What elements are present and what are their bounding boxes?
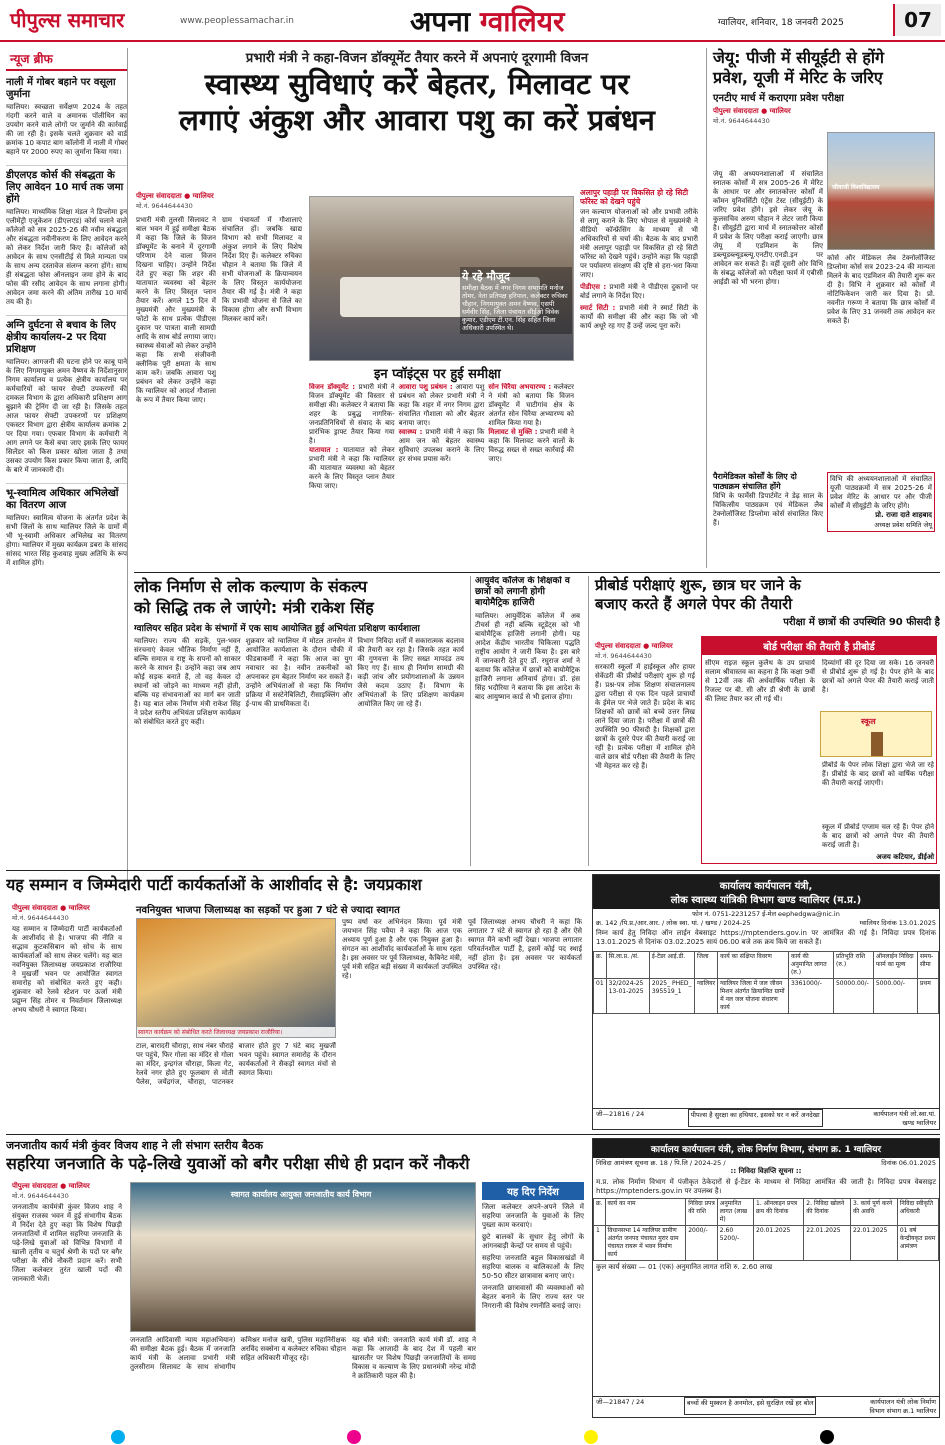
tender1-cell: प्रथम xyxy=(917,979,938,1014)
jeu-quote-box xyxy=(827,472,935,532)
point-text: प्रभारी मंत्री ने विजन डॉक्यूमेंट की विस्तार से समीक्षा की। कलेक्टर ने बताया कि शहर के प्रबुद्ध नागरिक-जनप्रतिनिधियों से संवाद के बाद प्रारंभिक ड्राफ्ट तैयार किया गया है। xyxy=(309,383,395,445)
dateline: ग्वालियर, शनिवार, 18 जनवरी 2025 xyxy=(718,18,844,28)
section-title-part2: ग्वालियर xyxy=(479,5,565,38)
brief-body: ग्वालियर। स्वामित्व योजना के अंतर्गत प्रदेश के सभी जिलों के साथ ग्वालियर जिले के ग्रामों में भी भू-स्वामी अधिकार अभिलेख का वितरण होगा। ग्वालियर में मुख्य कार्यक्रम डबरा के सांसद सांसद भारत सिंह कुशवाह मुख्य अतिथि के रूप में शामिल होंगे। xyxy=(6,514,127,567)
jaiprakash-body2: टाल, बारादरी चौराहा, साथ नंबर चौराहे पर पहुंचे, फिर गोला का मंदिर से गोला का मंदिर, इन्द्रगंज चौराहा, किला गेट, रेलवे नगर होते हुए फूलबाग से मोती पैलेस, जयेंद्रगंज, चौराहा, पाटनकर बाजार होते हुए 7 घंटे बाद मुखर्जी भवन पहुंचे। स्वागत समारोह के दौरान कार्यकर्ताओं ने सैकड़ों स्वागत मंचों से स्वागत किया। xyxy=(136,1042,336,1086)
board-body: सरकारी स्कूलों में हाईस्कूल और हायर सेकेंडरी की प्रीबोर्ड परीक्षाएं शुरू हो गई हैं। प्रश्न-पत्र लोक शिक्षण संचालनालय द्वारा परीक्षा से एक दिन पहले प्राचार्यों के ईमेल पर भेजे जाते हैं। प्रदेश के बाद शिक्षकों को छात्रों को बच्चे उत्तर लिख लाने दिया जाता है। परीक्षा में छात्रों की उपस्थिति 90 फीसदी है। शिक्षकों द्वारा छात्रों के दूसरे पेपर की तैयारी कराई जा रही है। प्रत्येक परीक्षा में शामिल होने वाले छात्र बोर्ड परीक्षा की तैयारी के लिए भी मेहनत कर रहे हैं। xyxy=(595,663,695,770)
board-quote: सीएम राइज स्कूल कुलैथ के उप प्राचार्य सलाम श्रीवास्तव का कहना है कि कक्षा 9वीं से 12वीं तक की अर्धवार्षिक परीक्षा के रिजल्ट पर बी. सी और डी श्रेणी के छात्रों की लिस्ट तैयार कर ली गई थी। xyxy=(705,659,815,703)
lead-headline-line2: लगाएं अंकुश और आवारा पशु का करें प्रबंधन xyxy=(179,103,655,137)
photo-caption xyxy=(460,267,572,334)
tender1-header-cell: जिला xyxy=(694,952,717,979)
tender2-footer xyxy=(593,1396,939,1415)
tribal-photo-banner: स्वागत कार्यालय आयुक्त जनजातीय कार्य विभाग xyxy=(230,1190,372,1199)
tender2-header-cell: निविदा स्वीकृति अधिकारी xyxy=(897,1199,938,1226)
tender1-header-cell: ऑनलाईन निविदा फार्म का मूल्य xyxy=(873,952,917,979)
tribal-directions xyxy=(482,1182,584,1416)
divider xyxy=(6,1134,940,1135)
points-heading: इन प्वॉइंट्स पर हुई समीक्षा xyxy=(374,367,501,382)
point-text: आवारा पशु प्रबंधन को लेकर प्रभारी मंत्री ने कहा कि शहर में नगर निगम द्वारा संचालित गौशाला को और बेहतर बनाया जाए। xyxy=(398,383,485,427)
jeu-mobile: मो.नं. 9644644430 xyxy=(713,117,770,125)
registration-mark xyxy=(111,1430,125,1444)
photo-caption-body: समीक्षा बैठक में नगर निगम सभापति मनोज तोमर, नेता प्रतिपक्ष हरिपाल, कलेक्टर रुचिका चौहान, निगमायुक्त अमन वैष्णव, एसपी धर्मवीर सिंह, जिला पंचायत सीईओ विवेक कुमार, एडीएम टी.एन. सिंह सहित जिला अधिकारी उपस्थित थे। xyxy=(462,284,568,332)
board-byline: पीपुल्स संवाददाता ● ग्वालियर xyxy=(595,642,673,650)
tender2-cell: 1 xyxy=(594,1226,606,1261)
tender2-cell: 01 वर्ष केन्द्रीयकृत प्रथम आमंत्रण xyxy=(897,1226,938,1261)
lead-mobile: मो.नं. 9644644430 xyxy=(136,202,193,210)
board-headline-line1: प्रीबोर्ड परीक्षाएं शुरू, छात्र घर जाने के xyxy=(595,576,801,594)
tender2-header-cell: कार्य का नाम xyxy=(605,1199,686,1226)
tender1-office-line1: कार्यालय कार्यपालन यंत्री, xyxy=(719,881,813,892)
tribal-body2: जनजाति आदिवासी न्याय महाअभियान) की समीक्षा बैठक हुई। बैठक में जनजाति कार्य मंत्री के अलावा प्रभारी मंत्री तुलसीराम सिलावट के साथ संभागीय कमिश्नर मनोज खत्री, पुलिस महानिरीक्षक अरविंद सक्सेना व कलेक्टर रुचिका चौहान सहित अधिकारी मौजूद रहे। xyxy=(130,1336,346,1371)
jeu-body2: कोर्स और मेडिकल लैब टेक्नोलॉजिस्ट डिप्लोमा कोर्स सत्र 2023-24 की मान्यता मिलने के बाद एडमिशन की तैयारी शुरू कर दी है। विभि ने शुक्रवार को कोर्सों में नोटिफिकेशन जारी कर दिया है। प्रो. नवनीत गरूण ने बताया कि छात्र कोर्सों में प्रवेश के लिए 31 जनवरी तक आवेदन कर सकते हैं। xyxy=(827,254,935,325)
ayurved-headline: आयुर्वेद कॉलेज के शिक्षकों व छात्रों को लगानी होगी बायोमैट्रिक हाजिरी xyxy=(475,576,570,608)
tender-notice-1 xyxy=(592,874,940,1130)
tribal-story xyxy=(6,1138,586,1418)
tender1-header-cell: ई-टेंडर आई.डी. xyxy=(649,952,694,979)
paramedical-body: विभि के फार्मेसी डिपार्टमेंट ने डेढ़ साल के चिकित्सीय पाठ्यक्रम एवं मेडिकल लैब टेक्नोलॉजिस्ट डिप्लोमा कोर्स संचालित किए हैं। xyxy=(713,492,823,527)
university-sign: जीवाजी विश्वविद्यालय xyxy=(832,184,880,191)
board-box xyxy=(701,636,937,864)
point-text: यातायात को लेकर प्रभारी मंत्री ने कहा कि ग्वालियर की यातायात व्यवस्था को बेहतर करने के लिए विस्तृत प्लान तैयार किया जाए। xyxy=(309,446,395,490)
registration-mark xyxy=(347,1430,361,1444)
tender1-cell: ग्वालियर xyxy=(694,979,717,1014)
lead-headline-line1: स्वास्थ्य सुविधाएं करें बेहतर, मिलावट पर xyxy=(204,67,630,101)
jeu-body: जेयू की अध्ययनशालाओं में संचालित स्नातक कोर्सों में सत्र 2005-26 में मेरिट के आधार पर और स्नातकोत्तर कोर्सों में कॉमन यूनिवर्सिटी एंट्रेंस टेस्ट (सीयूईटी) के जरिए प्रवेश होंगे। इसे लेकर जेयू के कुलसचिव अरुण चौहान ने लेटर जारी किया है। सीयूईटी द्वारा मार्च में स्नातकोत्तर कोर्सों में प्रवेश के लिए परीक्षा कराई जाएगी। छात्र जेयू में एडमिशन के लिए डब्ल्यूडब्ल्यूडब्ल्यू.एनटीए.एनडी.इन पर आवेदन कर सकते हैं। वहीं दूसरी ओर विभि के संबद्ध कॉलेजों को परीक्षा फार्म में एबीसी आईडी को भी भरना होगा। xyxy=(713,170,823,286)
jeu-quote: विभि की अध्ययनशालाओं में संचालित यूजी पाठ्यक्रमों में सत्र 2025-26 में प्रवेश मेरिट के आधार पर और पीजी कोर्सों में सीयूईटी के जरिए होंगे। xyxy=(830,475,932,510)
minister-headline-line1: लोक निर्माण से लोक कल्याण के संकल्प xyxy=(134,577,368,596)
board-headline-line2: बजाए करते हैं अगले पेपर की तैयारी xyxy=(595,595,793,613)
tender1-refline xyxy=(593,918,939,927)
minister-headline-line2: को सिद्धि तक ले जाएंगे: मंत्री राकेश सिंह xyxy=(134,598,374,617)
tender2-footer-right: कार्यपालन यंत्री लोक निर्माण विभाग संभाग क्र.1 ग्वालियर xyxy=(869,1398,936,1415)
brief-item xyxy=(6,483,127,568)
tribal-headline: सहरिया जनजाति के पढ़े-लिखे युवाओं को बगैर परीक्षा सीधे ही प्रदान करें नौकरी xyxy=(6,1154,470,1173)
jeu-quote-author: प्रो. राजा दाते शाहबाद xyxy=(875,511,932,519)
side-point xyxy=(580,283,698,301)
tender2-refline xyxy=(593,1158,939,1167)
brief-body: ग्वालियर। माध्यमिक शिक्षा मंडल ने डिप्लोमा इन एलीमेंट्री एजुकेशन (डीएलएड) कोर्स चलाने वाले कॉलेजों को सत्र 2025-26 की नवीन संबद्धता और संबद्धता नवीनीकरण के लिए आवेदन करने को लेकर निर्देश जारी किए हैं। कॉलेजों को आवेदन के साथ एनसीटीई से मिले मान्यता पत्र के साथ अन्य दस्तावेज संलग्न करना होंगे। साथ ही संबद्धता फोस ऑनलाइन जमा होने के बाद फोस की रसीद आवेदन के साथ लगाना होगी। आवेदन जमा करने की अंतिम तारीख 10 मार्च तय की है। xyxy=(6,208,127,306)
tender1-text: निम्न कार्य हेतु निविदा ऑन लाईन वेबसाइट https://mptenders.gov.in पर आमंत्रित की गई है। निविदा प्रपत्र दिनांक 13.01.2025 से दिनांक 03.02.2025 सायं 06.00 बजे तक क्रय किये जा सकते हैं। xyxy=(596,929,936,946)
point-title: स्वास्थ्य : xyxy=(398,428,423,436)
board-quote: स्कूल में प्रीबोर्ड एग्जाम चल रहे हैं। पेपर होने के बाद छात्रों को अगले पेपर की तैयारी कराई जाती है। xyxy=(822,823,934,849)
university-photo xyxy=(827,132,935,250)
tender1-cell: 32/2024-25 13-01-2025 xyxy=(606,979,649,1014)
tender2-footer-left: जी—21847 / 24 xyxy=(596,1398,645,1406)
side-heading: अलापुर पहाड़ी पर विकसित हो रहे सिटी फॉरेस्ट को देखने पहुंचे xyxy=(580,188,689,206)
point-title: मिलावट से मुक्ति : xyxy=(488,428,538,436)
news-brief-label: न्यूज ब्रीफ xyxy=(6,48,127,71)
tender1-cell: 2025_ PHED_ 395519_1 xyxy=(649,979,694,1014)
brief-body: ग्वालियर। स्वच्छता सर्वेक्षण 2024 के तहत गंदगी करने वाले व अमानक पॉलीथिन का उपयोग करने वाले लोगों पर जुर्माने की कार्रवाई की जा रही है। इसके चलते शुक्रवार को वार्ड क्रमांक 10 कपाट बाग कॉलोनी में नाली में गोबर बहाने पर 2000 रुपए का जुर्माना किया गया। xyxy=(6,103,127,156)
brief-title: अग्नि दुर्घटना से बचाव के लिए क्षेत्रीय कार्यालय-2 पर दिया प्रशिक्षण xyxy=(6,320,116,355)
page-number: 07 xyxy=(893,4,941,36)
tender1-cell: 5000.00/- xyxy=(873,979,917,1014)
tender2-row xyxy=(594,1226,939,1261)
tender1-header-cell: सि.ला.प्र. /सं. xyxy=(606,952,649,979)
school-sign: स्कूल xyxy=(861,717,876,726)
tender2-cell: 2.60 5200/- xyxy=(717,1226,753,1261)
board-subhead: परीक्षा में छात्रों की उपस्थिति 90 फीसदी है xyxy=(783,617,940,628)
tender1-contact: फोन नं. 0751-2231257 ई-मेल eephedgwa@nic.in xyxy=(692,910,840,918)
tribal-photo xyxy=(130,1182,476,1332)
jaiprakash-byline-box xyxy=(12,904,122,1115)
brief-title: डीएलएड कोर्स की संबद्धता के लिए आवेदन 10 मार्च तक जमा होंगे xyxy=(6,170,124,205)
tribal-direction: जनजाति छात्रावासों की व्यवस्थाओं को बेहतर बनाने के लिए राज्य स्तर पर निगरानी की विशेष रणनीति बनाई जाए। xyxy=(482,1284,584,1310)
tribal-directions-title: यह दिए निर्देश xyxy=(482,1182,584,1200)
school-illustration xyxy=(820,711,932,757)
side-point-title: स्मार्ट सिटी : xyxy=(580,304,616,312)
tender2-notice-title: :: निविदा विज्ञप्ति सूचना :: xyxy=(730,1167,802,1175)
board-mobile: मो.नं. 9644644430 xyxy=(595,652,652,660)
tribal-direction: जिला कलेक्टर अपने-अपने जिले में सहरिया जनजाति के युवाओं के लिए पुख्ता काम करवाएं। xyxy=(482,1203,584,1229)
point-title: सोन चिरैया अभयारण्य : xyxy=(488,383,552,391)
photo-caption-title: ये रहे मौजूद xyxy=(462,270,510,283)
tender2-cell: विधानसभा 14 ग्वालियर ग्रामीण अंतर्गत जनपद पंचायत मुरार ग्राम पंचायत रायरू में भवन निर्माण कार्य xyxy=(605,1226,686,1261)
jaiprakash-headline: यह सम्मान व जिम्मेदारी पार्टी कार्यकर्ताओं के आशीर्वाद से है: जयप्रकाश xyxy=(6,875,422,894)
point-title: आवारा पशु प्रबंधन : xyxy=(398,383,453,391)
website[interactable]: www.peoplessamachar.in xyxy=(180,16,294,26)
minister-columns xyxy=(134,637,464,727)
tender1-footer-mid: पीपल्स है सुरक्षा का हथियार, इसको घर न करें अनदेखा xyxy=(688,1109,823,1127)
tender1-header-cell: कार्य की अनुमानित लागत (रु.) xyxy=(788,952,833,979)
jaiprakash-body1: यह सम्मान व जिम्मेदारी पार्टी कार्यकर्ताओं के आशीर्वाद से है। भाजपा की नीति व सद्भाव कुटकसिबान को सोच के साथ कार्यकर्ताओं को साथ लेकर चलेंगे। यह बात नवनियुक्त जिलाध्यक्ष जयप्रकाश राजौरिया ने मुखर्जी भवन पर आयोजित स्वागत समारोह को संबोधित करते हुए कही। शुक्रवार को रेलवे स्टेशन पर ऊर्जा मंत्री प्रद्युम्न सिंह तोमर व निवर्तमान जिलाध्यक्ष अभय चौधरी ने स्वागत किया। xyxy=(12,925,122,1014)
tender2-header-row xyxy=(594,1199,939,1226)
tender2-cell: 22.01.2025 xyxy=(851,1226,898,1261)
tribal-mobile: मो.नं. 9644644430 xyxy=(12,1192,69,1200)
tribal-direction: सहरिया जनजाति बहुल विकासखंडों में सहरिया बालक व बालिकाओं के लिए 50-50 सीटर छात्रावास बनाए जाएं। xyxy=(482,1254,584,1280)
tender1-ref: क्र. 142 /पि.प्र./आर.आर. / लोक स्वा. यां. / खण्ड / 2024-25 xyxy=(596,919,751,927)
section-title xyxy=(410,2,564,40)
tribal-kicker: जनजातीय कार्य मंत्री कुंवर विजय शाह ने ली संभाग स्तरीय बैठक xyxy=(6,1139,264,1152)
lead-kicker: प्रभारी मंत्री ने कहा-विजन डॉक्यूमेंट तैयार करने में अपनाएं दूरगामी विजन xyxy=(245,51,589,66)
tender1-table xyxy=(593,951,939,1014)
point-text: प्रभारी मंत्री ने कहा कि मिलावट करने वालों के विरुद्ध सख्त से सख्त कार्रवाई की जाए। xyxy=(488,428,574,463)
registration-mark xyxy=(584,1430,598,1444)
tender1-cell: 50000.00/- xyxy=(833,979,873,1014)
tender2-cell: 22.01.2025 xyxy=(804,1226,851,1261)
tender1-cell: 01 xyxy=(594,979,607,1014)
minister-body1: ग्वालियर। राज्य की सड़कें, पुल-भवन संरचनाएं केवल भौतिक निर्माण नहीं हैं, बल्कि समाज व राष्ट्र के सपनों को साकार करने के साधन हैं। उन्होंने कहा जब आप कोई सड़क बनाते हैं, तो वह केवल दो स्थानों को जोड़ने का माध्यम नहीं होती, बल्कि यह संभावनाओं का मार्ग बन जाती है। यह बात लोक निर्माण मंत्री राकेश सिंह ने प्रदेश स्तरीय अभियंता प्रशिक्षण कार्यक्रम को संबोधित करते हुए कही। xyxy=(134,637,241,726)
board-box-title: बोर्ड परीक्षा की तैयारी है प्रीबोर्ड xyxy=(702,637,936,655)
jaiprakash-byline: पीपुल्स संवाददाता ● ग्वालियर xyxy=(12,904,90,912)
jeu-story xyxy=(706,48,940,568)
brief-item xyxy=(6,165,127,307)
side-point-title: पीडीएस : xyxy=(580,283,607,291)
side-text: जन कल्याण योजनाओं को और प्रभावी तरीके से लागू कराने के लिए भोपाल से मुख्यमंत्री ने वीडियो कॉन्फ्रेंसिंग के माध्यम से भी अधिकारियों से चर्चा की। बैठक के बाद प्रभारी मंत्री अलापुर पहाड़ी पर विकसित हो रहे सिटी फॉरेस्ट को देखने पहुंचे। उन्होंने कहा कि पहाड़ी पर पर्यावरण संरक्षण की दृष्टि से हरा-भरा किया जाए। xyxy=(580,208,698,279)
point-item xyxy=(309,383,395,568)
tender2-header-cell: निविदा प्रपत्र की राशि xyxy=(686,1199,718,1226)
meeting-photo xyxy=(309,196,574,361)
lead-side-column xyxy=(580,188,698,568)
minister-body3: विभाग निविदा शर्तों में सकारात्मक बदलाव की तैयारी कर रहा है। जिसके तहत कार्य की गुणवत्ता के लिए सख्त मापदंड तय किए गए हैं। साथ ही निर्माण सामग्री की कड़ी जांच और प्रयोगशालाओं के उन्नयन जैसे कदम उठाए हैं। विभाग के अभियंताओं के लिए प्रशिक्षण कार्यक्रम आयोजित किए जा रहे हैं। xyxy=(357,637,464,708)
tender2-office: कार्यालय कार्यपालन यंत्री, लोक निर्माण विभाग, संभाग क्र. 1 ग्वालियर xyxy=(593,1139,939,1158)
tribal-body1: जनजातीय कार्यमंत्री कुंवर विजय शाह ने संयुक्त राजस्व भवन में हुई संभागीय बैठक में निर्देश देते हुए कहा कि विशेष पिछड़ी जनजातियों में शामिल सहरिया जनजाति के पढ़े-लिखे युवाओं को विभिन्न विभागों में खाली तृतीय व चतुर्थ श्रेणी के पदों पर बगैर परीक्षा के सीधे नौकरी प्रदान करें। सभी जिला कलेक्टर तुरंत खाली पदों की जानकारी भेजें। xyxy=(12,1203,122,1283)
tribal-byline: पीपुल्स संवाददाता ● ग्वालियर xyxy=(12,1182,90,1190)
jeu-quote-role: अध्यक्ष प्रवेश समिति जेयू xyxy=(874,521,932,529)
divider xyxy=(6,870,940,871)
jeu-subhead: एनटीए मार्च में कराएगा प्रवेश परीक्षा xyxy=(713,93,844,104)
tender1-office xyxy=(593,875,939,909)
point-text: कलेक्टर ने मंत्री को बताया कि विजन डॉक्यूमेंट में घाटीगांव क्षेत्र के अंतर्गत सोन चिरैया अभ्यारण्य को शामिल किया गया है। xyxy=(488,383,574,427)
tender1-footer xyxy=(593,1108,939,1127)
jaiprakash-photo xyxy=(136,918,336,1038)
brief-title: नाली में गोबर बहाने पर वसूला जुर्माना xyxy=(6,77,116,100)
jaiprakash-photo-caption: स्वागत कार्यक्रम को संबोधित करते जिलाध्यक्ष जयप्रकाश राजौरिया। xyxy=(137,1027,335,1037)
tender2-header-cell: 3. कार्य पूर्ण करने की अवधि xyxy=(851,1199,898,1226)
tender2-text: म.प्र. लोक निर्माण विभाग में पंजीकृत ठेकेदारों से ई-टेंडर के माध्यम से निविदा आमंत्रित की जाती है। निविदा प्रपत्र वेबसाइट https://mptenders.gov.in पर उपलब्ध है। xyxy=(596,1178,936,1195)
points-grid xyxy=(309,383,574,568)
ayurved-story xyxy=(470,576,580,866)
tender1-footer-right: कार्यपालन यंत्री लो.स्वा.यां. खण्ड ग्वालियर xyxy=(873,1110,936,1127)
tender1-cell: 3361000/- xyxy=(788,979,833,1014)
masthead xyxy=(0,0,945,42)
tender2-date: दिनांक 06.01.2025 xyxy=(881,1159,936,1167)
point-title: यातायात : xyxy=(309,446,339,454)
tender2-header-cell: 1. ऑनलाइन प्रपत्र क्रय की दिनांक xyxy=(754,1199,804,1226)
tender2-cost-note: कुल कार्य संख्या — 01 (एक) अनुमानित लागत राशि रु. 2.60 लाख xyxy=(596,1263,773,1271)
brief-item xyxy=(6,315,127,475)
tender2-header-cell: अनुमानित लागत (लाख में) xyxy=(717,1199,753,1226)
lead-byline-box xyxy=(136,192,286,210)
tender2-footer-mid: बच्चों की मुस्कान है अनमोल, इसे सुरक्षित रखें हर बोल xyxy=(684,1397,817,1415)
paper-name: पीपुल्स समाचार xyxy=(10,8,125,32)
tender1-header-cell: कार्य का संक्षिप्त विवरण xyxy=(718,952,789,979)
tender1-header-cell: समय-सीमा xyxy=(917,952,938,979)
tender2-cell: 2000/- xyxy=(686,1226,718,1261)
jaiprakash-story xyxy=(6,874,586,1130)
ayurved-body: ग्वालियर। आयुर्वेदिक कॉलेज में अब टीचर्स ही नहीं बल्कि स्टूडेंट्स को भी बायोमैट्रिक हाजिरी लगानी होगी। यह आदेश केंद्रीय भारतीय चिकित्सा पद्धति राष्ट्रीय आयोग ने जारी किया है। इस बारे में जानकारी देते हुए डॉ. रघुराज शर्मा ने बताया कि कॉलेज में छात्रों को बायोमैट्रिक हाजिरी लगाना अनिवार्य होगा। डॉ. हंस सिंह भदौरिया ने बताया कि इस आदेश के बाद आयुष्मान कार्ड से भी इलाज होगा। xyxy=(475,612,580,701)
jeu-byline: पीपुल्स संवाददाता ● ग्वालियर xyxy=(713,107,791,115)
side-point-text: प्रभारी मंत्री ने स्मार्ट सिटी के कार्यों की समीक्षा की और कहा कि जो भी कार्य अधूरे रह गए हैं उन्हें जल्द पूरा करें। xyxy=(580,304,698,330)
board-story xyxy=(588,576,940,866)
side-point-text: प्रभारी मंत्री ने पीडीएस दुकानों पर बोर्ड लगाने के निर्देश दिए। xyxy=(580,283,698,300)
brief-item xyxy=(6,77,127,157)
lead-col2: ग्राम पंचायतों में गौशालाएं संचालित हों। जबकि खाद्य विभाग को सभी मिलावट व अंकुश लगाने के लिए विशेष निर्देश दिए हैं। कलेक्टर रुचिका चौहान ने बताया कि जिले में सभी योजनाओं के क्रियान्वयन के लिए विस्तृत कार्ययोजना तैयार की गई है। मंत्री ने कहा कि प्रभावी योजना से जिले का विकास होगा और सभी विभाग मिलकर कार्य करें। xyxy=(222,216,302,323)
jaiprakash-mobile: मो.नं. 9644644430 xyxy=(12,914,69,922)
board-left xyxy=(595,642,695,863)
jeu-headline-line1: जेयू: पीजी में सीयूईटी से होंगे xyxy=(713,48,884,67)
registration-mark xyxy=(820,1430,834,1444)
section-title-part1: अपना xyxy=(410,5,471,38)
jaiprakash-body3: पुष्प वर्षा कर अभिनंदन किया। पूर्व मंत्री जयभान सिंह पवैया ने कहा कि आज एक अध्याय पूर्ण हुआ है और एक नियुक्त हुआ है। संगठन का आशीर्वाद कार्यकर्ताओं के साथ रहता है। इस अवसर पर पूर्व जिलाध्यक्ष, कैबिनेट मंत्री, पूर्व मंत्री सहित बड़ी संख्या में कार्यकर्ता उपस्थित रहे। xyxy=(342,918,462,980)
point-item xyxy=(399,383,485,568)
tender-notice-2 xyxy=(592,1138,940,1418)
news-brief-column xyxy=(6,48,128,888)
jaiprakash-subhead: नवनियुक्त भाजपा जिलाध्यक्ष का सड़कों पर हुआ 7 घंटे से ज्यादा स्वागत xyxy=(136,905,400,916)
brief-title: भू-स्वामित्व अधिकार अभिलेखों का वितरण आज xyxy=(6,488,119,511)
lead-story xyxy=(134,48,700,568)
point-item xyxy=(488,383,574,568)
tender1-footer-left: जी—21816 / 24 xyxy=(596,1110,645,1118)
tender1-header-cell: प्रतिभूति राशि (रु.) xyxy=(833,952,873,979)
registration-bar xyxy=(0,1428,945,1445)
brief-body: ग्वालियर। आगजनी की घटना होने पर काबू पाने के लिए निगमायुक्त अमन वैष्णव के निर्देशानुसार निगम कार्यालय व प्रत्येक क्षेत्रीय कार्यालय पर कर्मचारियों को फायर सेफ्टी उपकरणों की दमकल विभाग के द्वारा अधिकारी प्रशिक्षण आग बुझाने की ट्रेनिंग दी जा रही है। जिसके तहत आज फायर सेफ्टी उपकरणों पर प्रशिक्षण एकस्टर विभाग द्वारा क्षेत्रीय कार्यालय क्रमांक 2 पर दिया गया। एफबार विभाग के कर्मचारी ने आग लगने पर कैसे बचा जाए इसके लिए फायर सिलेंडर को किस प्रकार खोला जाता है तथा उसका उपयोग किस प्रकार किया जाता है, आदि के बारे में जानकारी दी। xyxy=(6,358,127,474)
board-quote: प्रीबोर्ड के पेपर लोक शिक्षा द्वारा भेजे जा रहे हैं। प्रीबोर्ड के बाद छात्रों को वार्षिक परीक्षा की तैयारी कराई जाएगी। xyxy=(822,761,934,787)
minister-story xyxy=(134,576,464,866)
paramedical-box xyxy=(713,472,823,528)
tribal-direction: छुटे बालकों के सुधार हेतु लोगों के आंगनबाड़ी केन्द्रों पर समय से पहुंचें। xyxy=(482,1233,584,1250)
side-point xyxy=(580,304,698,331)
point-text: प्रभारी मंत्री ने कहा कि आम जन को बेहतर स्वास्थ्य सुविधाएं उपलब्ध कराने के लिए हर संभव प्रयास करें। xyxy=(398,428,485,463)
tender2-header-cell: 2. निविदा खोलने की दिनांक xyxy=(804,1199,851,1226)
tender1-cell: ग्वालियर जिला में जल जीवन मिशन अंतर्गत क्रियान्वित ग्रामों में नल जल योजना संधारण कार्य xyxy=(718,979,789,1014)
jeu-headline-line2: प्रवेश, यूजी में मेरिट के जरिए xyxy=(713,68,883,87)
tender1-header-cell: क्र. xyxy=(594,952,607,979)
tender1-header-row xyxy=(594,952,939,979)
tender1-row xyxy=(594,979,939,1014)
tender2-table xyxy=(593,1198,939,1261)
board-quote: दिव्यांगों की दूर दिया जा सके। 16 जनवरी से प्रीबोर्ड शुरू हो गई है। पेपर होने के बाद छात्रों को अगले पेपर की तैयारी कराई जाती है। xyxy=(822,659,934,694)
tribal-body3: यह बोले मंत्री: जनजाति कार्य मंत्री डॉ. शाह ने कहा कि आजादी के बाद देश में पहली बार खासतौर पर विशेष पिछड़ी जनजातियों के समग्र विकास व कल्याण के लिए प्रधानमंत्री नरेन्द्र मोदी ने क्रांतिकारी पहल की है। xyxy=(352,1336,476,1380)
tender2-ref: निविदा आमंत्रण सूचना क्र. 18 / पि.लि / 2024-25 / xyxy=(596,1159,726,1167)
tender2-header-cell: क्र. xyxy=(594,1199,606,1226)
minister-body2: शुक्रवार को ग्वालियर में मोटल तानसेन में आयोजित कार्यशाला के दौरान चौकी में फीडबाकर्मी ने कहा कि आज का युग नवाचार का है। नवीन तकनीकों को अपनाकर हम बेहतर निर्माण कर सकते हैं। उन्होंने अभियंताओं से कहा कि निर्माण प्रक्रिया में सस्टेनेबिलिटी, रीसाइक्लिंग और ई-पाथ की प्राथमिकता दें। xyxy=(245,637,353,708)
point-title: विजन डॉक्यूमेंट : xyxy=(309,383,356,391)
school-door xyxy=(871,732,883,756)
lead-col1: प्रभारी मंत्री तुलसी सिलावट ने बाल भवन में हुई समीक्षा बैठक में कहा कि जिले के विजन डॉक्यूमेंट के बनाने में दूरगामी परिणाम देने वाला विजन दिखना चाहिए। उन्होंने निर्देश देते हुए कहा कि शहर की यातायात व्यवस्था को बेहतर करने के लिए विस्तृत प्लान तैयार करें। अगले 15 दिन में मुख्यमंत्री और मुख्यमंत्री के फोटो के साथ प्रत्येक पीडीएस दुकान पर पात्रता वाली सामग्री आदि के साथ बोर्ड लगाया जाए। स्वास्थ्य सेवाओं को लेकर उन्होंने कहा कि सभी संजीवनी क्लीनिक पूरी क्षमता के साथ काम करें। जबकि आवारा पशु प्रबंधन को लेकर उन्होंने कहा कि ग्वालियर को आदर्श गौशाला के रूप में तैयार किया जाए। xyxy=(136,216,216,404)
tender1-date: ग्वालियर दिनांक 13.01.2025 xyxy=(859,919,936,927)
paramedical-head: पैरामेडिकल कोर्सों के लिए दो पाठ्यक्रम संचालित होंगे xyxy=(713,472,797,491)
tender2-cell: 20.01.2025 xyxy=(754,1226,804,1261)
lead-byline: पीपुल्स संवाददाता ● ग्वालियर xyxy=(136,192,214,200)
tender1-office-line2: लोक स्वास्थ्य यांत्रिकी विभाग खण्ड ग्वालियर (म.प्र.) xyxy=(670,895,862,906)
tribal-left xyxy=(12,1182,122,1418)
jaiprakash-body4: पूर्व जिलाध्यक्ष अभय चौधरी ने कहा कि लगातार 7 घंटे से स्वागत हो रहा है और ऐसे स्वागत मैंने कभी नहीं देखा। भाजपा लगातार परिवर्तनशील पार्टी है, इसमें कोई पद स्थाई नहीं होता है। इस अवसर पर कार्यकर्ता उपस्थित रहे। xyxy=(468,918,582,971)
board-author: अजय कटियार, डीईओ xyxy=(876,853,934,861)
minister-subhead: ग्वालियर सहित प्रदेश के संभागों में एक साथ आयोजित हुई अभियंता प्रशिक्षण कार्यशाला xyxy=(134,624,420,634)
divider xyxy=(134,572,940,573)
